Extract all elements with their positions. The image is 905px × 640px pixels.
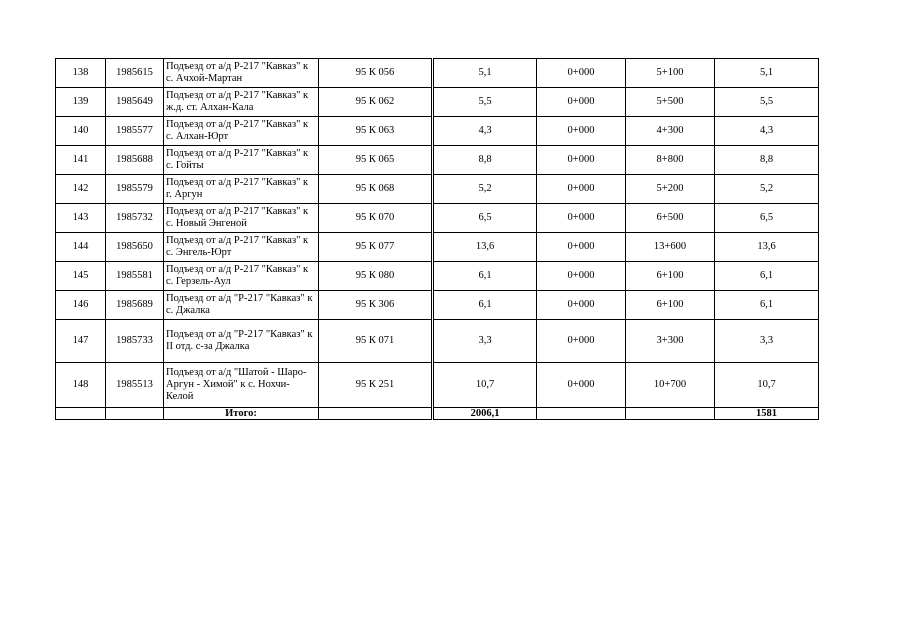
road-code: 1985577 [106, 117, 164, 146]
road-code: 1985650 [106, 233, 164, 262]
totals-label: Итого: [164, 408, 319, 420]
total-length: 6,5 [715, 204, 819, 233]
table-row [56, 262, 819, 291]
road-index: 95 К 080 [319, 262, 432, 291]
road-length: 6,1 [434, 291, 537, 320]
start-km: 0+000 [537, 233, 626, 262]
road-code: 1985513 [106, 363, 164, 408]
start-km: 0+000 [537, 117, 626, 146]
totals-empty-cell [537, 408, 626, 420]
end-km: 10+700 [626, 363, 715, 408]
road-length: 3,3 [434, 320, 537, 363]
road-code: 1985581 [106, 262, 164, 291]
table-row [56, 363, 819, 408]
road-length: 10,7 [434, 363, 537, 408]
total-length: 4,3 [715, 117, 819, 146]
table-row [56, 117, 819, 146]
road-length: 5,2 [434, 175, 537, 204]
road-index: 95 К 251 [319, 363, 432, 408]
road-index: 95 К 065 [319, 146, 432, 175]
road-name: Подъезд от а/д "Р-217 "Кавказ" к с. Джалка [164, 291, 319, 320]
road-length: 5,5 [434, 88, 537, 117]
total-length: 8,8 [715, 146, 819, 175]
end-km: 6+100 [626, 262, 715, 291]
end-km: 6+500 [626, 204, 715, 233]
total-length: 6,1 [715, 262, 819, 291]
road-name: Подъезд от а/д Р-217 "Кавказ" к с. Герзель-Аул [164, 262, 319, 291]
table-row [56, 320, 819, 363]
road-name: Подъезд от а/д Р-217 "Кавказ" к г. Аргун [164, 175, 319, 204]
road-code: 1985732 [106, 204, 164, 233]
road-name: Подъезд от а/д Р-217 "Кавказ" к ж.д. ст. Алхан-Кала [164, 88, 319, 117]
start-km: 0+000 [537, 262, 626, 291]
total-length: 5,2 [715, 175, 819, 204]
table-row [56, 175, 819, 204]
start-km: 0+000 [537, 363, 626, 408]
road-index: 95 К 063 [319, 117, 432, 146]
total-length: 10,7 [715, 363, 819, 408]
road-code: 1985733 [106, 320, 164, 363]
road-index: 95 К 070 [319, 204, 432, 233]
road-index: 95 К 068 [319, 175, 432, 204]
end-km: 13+600 [626, 233, 715, 262]
start-km: 0+000 [537, 59, 626, 88]
road-name: Подъезд от а/д Р-217 "Кавказ" к с. Алхан-Юрт [164, 117, 319, 146]
start-km: 0+000 [537, 146, 626, 175]
end-km: 8+800 [626, 146, 715, 175]
row-number: 145 [56, 262, 106, 291]
table-row [56, 59, 819, 88]
totals-total: 1581 [715, 408, 819, 420]
road-length: 4,3 [434, 117, 537, 146]
total-length: 5,5 [715, 88, 819, 117]
road-index: 95 К 062 [319, 88, 432, 117]
start-km: 0+000 [537, 291, 626, 320]
start-km: 0+000 [537, 88, 626, 117]
totals-empty-cell [319, 408, 432, 420]
total-length: 3,3 [715, 320, 819, 363]
end-km: 5+100 [626, 59, 715, 88]
road-code: 1985615 [106, 59, 164, 88]
table-row [56, 146, 819, 175]
row-number: 144 [56, 233, 106, 262]
table-row [56, 233, 819, 262]
road-length: 13,6 [434, 233, 537, 262]
row-number: 146 [56, 291, 106, 320]
road-code: 1985649 [106, 88, 164, 117]
row-number: 143 [56, 204, 106, 233]
roads-table [55, 58, 819, 420]
row-number: 147 [56, 320, 106, 363]
road-name: Подъезд от а/д Р-217 "Кавказ" к с. Ачхой-Мартан [164, 59, 319, 88]
totals-empty-cell [106, 408, 164, 420]
road-length: 5,1 [434, 59, 537, 88]
totals-length: 2006,1 [434, 408, 537, 420]
row-number: 141 [56, 146, 106, 175]
road-code: 1985689 [106, 291, 164, 320]
end-km: 5+500 [626, 88, 715, 117]
row-number: 148 [56, 363, 106, 408]
road-length: 6,5 [434, 204, 537, 233]
road-code: 1985579 [106, 175, 164, 204]
road-index: 95 К 071 [319, 320, 432, 363]
start-km: 0+000 [537, 204, 626, 233]
road-name: Подъезд от а/д Р-217 "Кавказ" к с. Энгель-Юрт [164, 233, 319, 262]
road-name: Подъезд от а/д "Шатой - Шаро-Аргун - Химой" к с. Нохчи-Келой [164, 363, 319, 408]
total-length: 5,1 [715, 59, 819, 88]
row-number: 142 [56, 175, 106, 204]
end-km: 4+300 [626, 117, 715, 146]
table-row [56, 88, 819, 117]
road-index: 95 К 056 [319, 59, 432, 88]
table-body [56, 59, 819, 408]
road-length: 8,8 [434, 146, 537, 175]
start-km: 0+000 [537, 320, 626, 363]
road-code: 1985688 [106, 146, 164, 175]
total-length: 13,6 [715, 233, 819, 262]
road-name: Подъезд от а/д Р-217 "Кавказ" к с. Гойты [164, 146, 319, 175]
row-number: 138 [56, 59, 106, 88]
total-length: 6,1 [715, 291, 819, 320]
totals-empty-cell [56, 408, 106, 420]
road-name: Подъезд от а/д Р-217 "Кавказ" к с. Новый Энгеной [164, 204, 319, 233]
end-km: 6+100 [626, 291, 715, 320]
totals-row [56, 408, 819, 420]
road-index: 95 К 077 [319, 233, 432, 262]
road-index: 95 К 306 [319, 291, 432, 320]
row-number: 139 [56, 88, 106, 117]
end-km: 5+200 [626, 175, 715, 204]
table-row [56, 204, 819, 233]
row-number: 140 [56, 117, 106, 146]
start-km: 0+000 [537, 175, 626, 204]
road-name: Подъезд от а/д "Р-217 "Кавказ" к II отд. с-за Джалка [164, 320, 319, 363]
table-row [56, 291, 819, 320]
totals-empty-cell [626, 408, 715, 420]
road-length: 6,1 [434, 262, 537, 291]
end-km: 3+300 [626, 320, 715, 363]
